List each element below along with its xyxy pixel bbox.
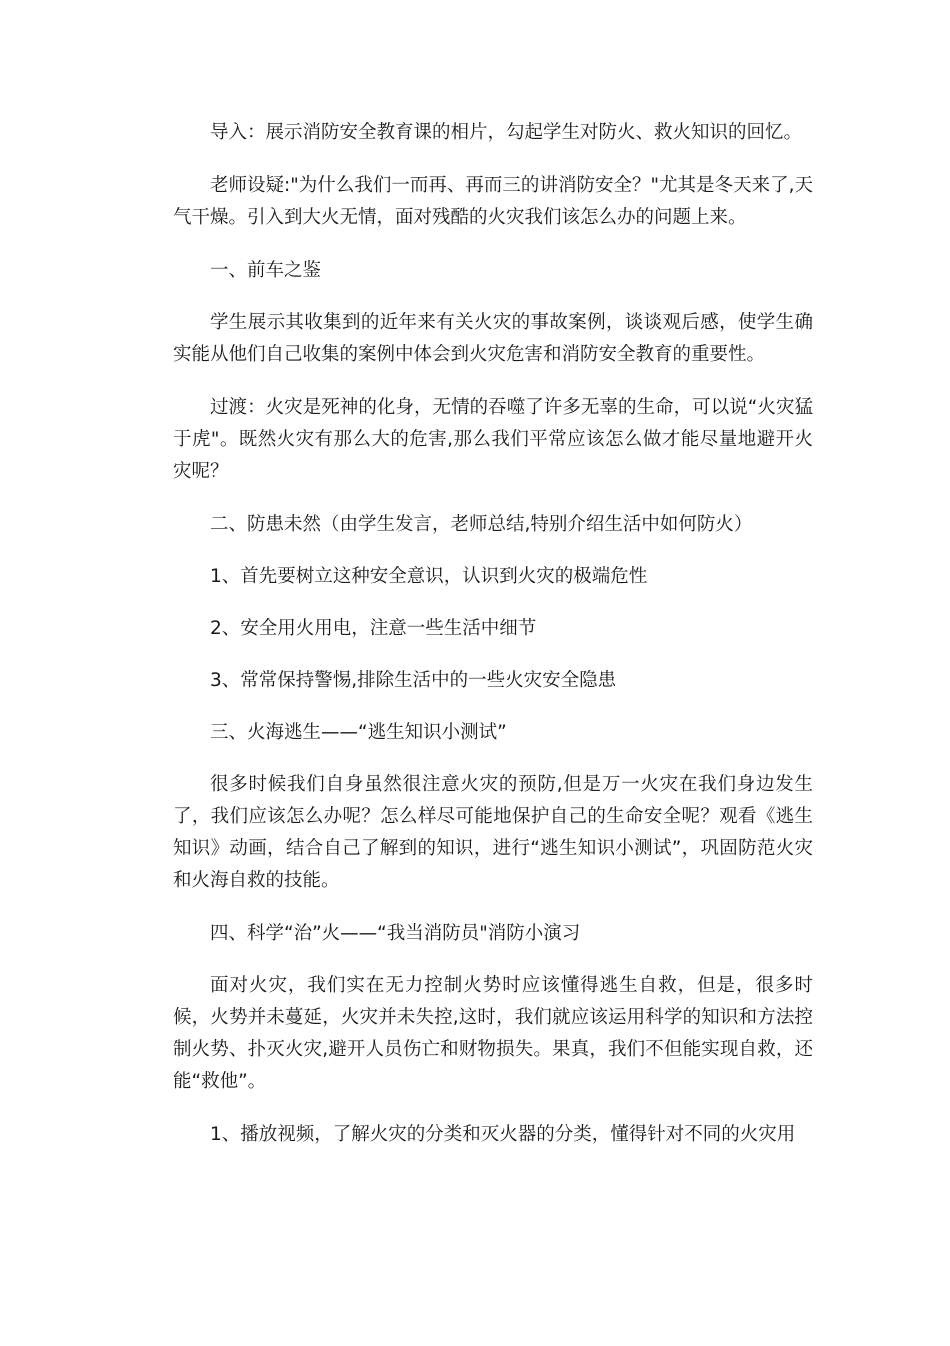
section-heading-4: 四、科学“治”火——“我当消防员"消防小演习 [210,923,581,944]
section-heading-2: 二、防患未然（由学生发言，老师总结,特别介绍生活中如何防火） [210,514,753,535]
teacher-question-paragraph: 老师设疑:"为什么我们一而再、再而三的讲消防安全？"尤其是冬天来了,天气干燥。引入到大火无情，面对残酷的火灾我们该怎么办的问题上来。 [173,175,813,228]
document-body [173,117,813,1172]
firefighting-paragraph: 面对火灾，我们实在无力控制火势时应该懂得逃生自救，但是，很多时候，火势并未蔓延，火灾并未失控,这时，我们就应该运用科学的知识和方法控制火势、扑灭火灾,避开人员伤亡和财物损失。果真，我们不但能实现自救，还能“救他”。 [173,975,813,1092]
list-item-3: 3、常常保持警惕,排除生活中的一些火灾安全隐患 [210,670,617,691]
list-item-2: 2、安全用火用电，注意一些生活中细节 [210,618,537,639]
case-study-paragraph: 学生展示其收集到的近年来有关火灾的事故案例，谈谈观后感，使学生确实能从他们自己收集的案例中体会到火灾危害和消防安全教育的重要性。 [173,312,813,365]
section-heading-3: 三、火海逃生——“逃生知识小测试” [210,722,507,743]
video-item-paragraph: 1、播放视频，了解火灾的分类和灭火器的分类，懂得针对不同的火灾用 [210,1124,796,1145]
intro-paragraph: 导入：展示消防安全教育课的相片，勾起学生对防火、救火知识的回忆。 [210,122,803,143]
escape-paragraph: 很多时候我们自身虽然很注意火灾的预防,但是万一火灾在我们身边发生了，我们应该怎么办呢？怎么样尽可能地保护自己的生命安全呢？观看《逃生知识》动画，结合自己了解到的知识，进行“逃生知识小测试”，巩固防范火灾和火海自救的技能。 [173,774,813,891]
list-item-1: 1、首先要树立这种安全意识，认识到火灾的极端危性 [210,566,648,587]
section-heading-1: 一、前车之鉴 [210,260,322,281]
transition-paragraph: 过渡：火灾是死神的化身，无情的吞噬了许多无辜的生命，可以说“火灾猛于虎"。既然火灾有那么大的危害,那么我们平常应该怎么做才能尽量地避开火灾呢？ [173,397,813,482]
